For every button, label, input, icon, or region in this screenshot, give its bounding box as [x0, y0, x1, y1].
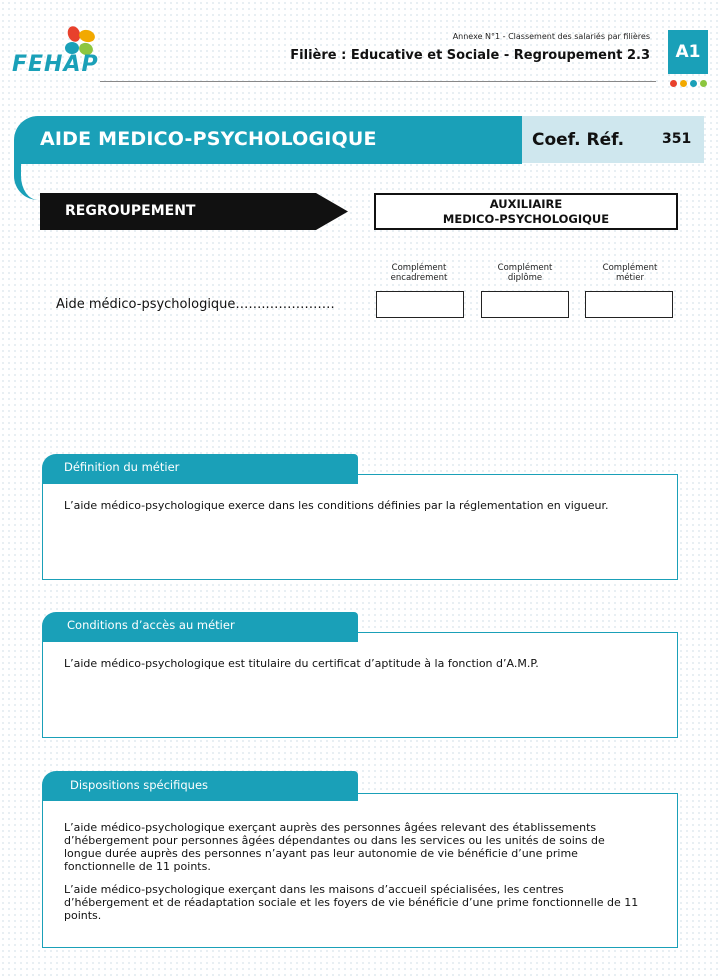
- regroupement-value: [374, 193, 678, 230]
- annex-tab-a1: A1: [668, 30, 708, 74]
- section-conditions-text: L’aide médico-psychologique est titulaire du certificat d’aptitude à la fonction d’A.M.P.: [64, 657, 539, 670]
- section-conditions-title: Conditions d’accès au métier: [67, 618, 235, 632]
- regroupement-value-line2: MEDICO-PSYCHOLOGIQUE: [442, 212, 610, 226]
- complement-diplome-field[interactable]: [481, 291, 569, 318]
- fehap-logo-text: FEHAP: [12, 52, 99, 77]
- complement-header-line2: encadrement: [390, 273, 448, 283]
- title-band-curve: [14, 150, 38, 200]
- section-definition-title: Définition du métier: [64, 460, 180, 474]
- complement-header-line2: métier: [616, 273, 644, 283]
- complement-header-line1: Complément: [391, 263, 447, 273]
- section-definition-box: [42, 474, 678, 580]
- section-dispositions-text-1: L’aide médico-psychologique exerçant auprès des personnes âgées relevant des établissements d’hébergement pour personnes âgées dépendantes ou dans les services ou les unités de soins de longue durée auprès des personnes n’ayant pas leur autonomie de vie bénéficie d’une prime fonctionnelle de 11 points.: [64, 821, 605, 873]
- regroupement-value-line1: AUXILIAIRE: [489, 197, 563, 211]
- complement-header-line2: diplôme: [507, 273, 543, 283]
- section-definition-text: L’aide médico-psychologique exerce dans les conditions définies par la réglementation en vigueur.: [64, 499, 609, 512]
- job-line-label: Aide médico-psychologique……..……………: [56, 297, 335, 312]
- regroupement-label: REGROUPEMENT: [65, 203, 196, 219]
- complement-metier-field[interactable]: [585, 291, 673, 318]
- complement-metier-header: [586, 263, 674, 283]
- filiere-heading: Filière : Educative et Sociale - Regroupement 2.3: [290, 48, 650, 63]
- coef-value: 351: [662, 131, 692, 147]
- color-dot: [680, 80, 687, 87]
- section-conditions-box: [42, 632, 678, 738]
- color-dots: [670, 80, 707, 87]
- complement-header-line1: Complément: [497, 263, 553, 273]
- complement-diplome-header: [481, 263, 569, 283]
- color-dot: [690, 80, 697, 87]
- annexe-caption: Annexe N°1 - Classement des salariés par filières: [452, 32, 650, 41]
- coef-label: Coef. Réf.: [532, 130, 625, 150]
- complement-encadrement-header: [375, 263, 463, 283]
- complement-encadrement-field[interactable]: [376, 291, 464, 318]
- color-dot: [700, 80, 707, 87]
- section-dispositions-text-2: L’aide médico-psychologique exerçant dans les maisons d’accueil spécialisées, les centres d’hébergement et de réadaptation sociale et les foyers de vie bénéficie d’une prime fonctionnelle de 11 points.: [64, 883, 639, 922]
- complement-header-line1: Complément: [602, 263, 658, 273]
- color-dot: [670, 80, 677, 87]
- header-divider: [100, 81, 656, 82]
- job-title: AIDE MEDICO-PSYCHOLOGIQUE: [40, 128, 377, 150]
- section-dispositions-title: Dispositions spécifiques: [70, 778, 209, 792]
